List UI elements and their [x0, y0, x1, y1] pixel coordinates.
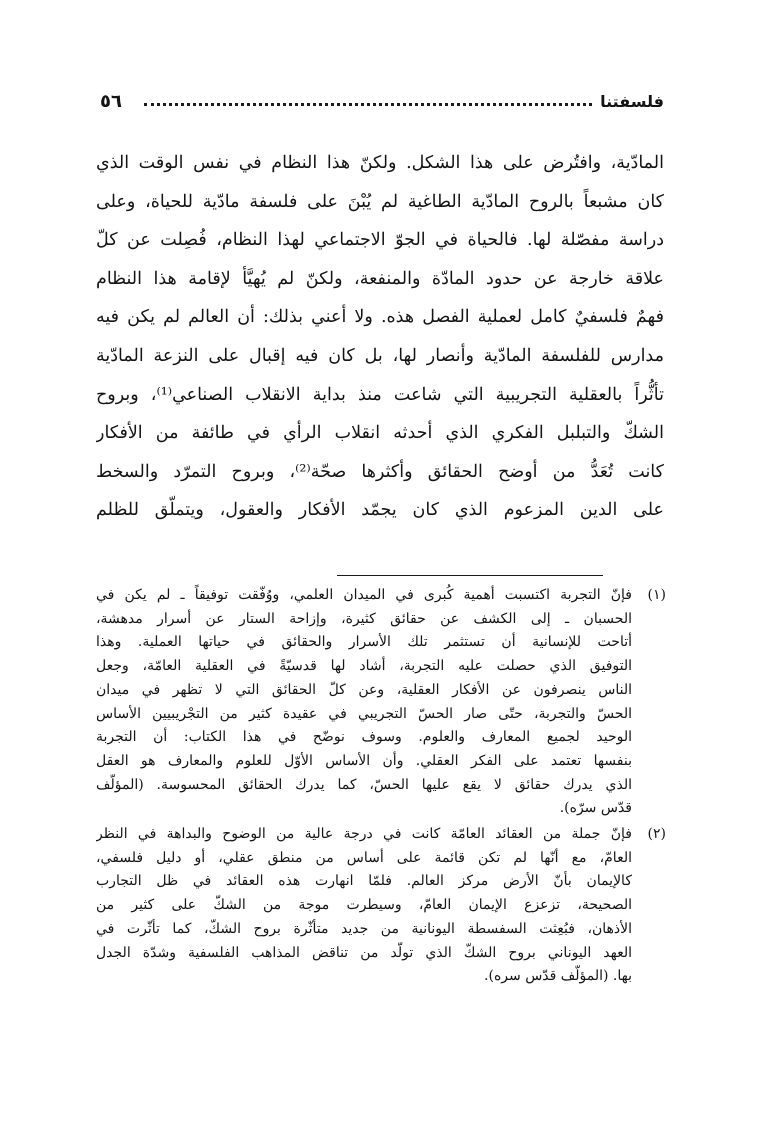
text-line: دراسة مفصّلة لها. فالحياة في الجوّ الاجتماعي لهذا النظام، فُصِلت عن كلّ — [96, 230, 664, 251]
running-title: فلسفتنا — [600, 91, 664, 111]
footnote-line: فإنّ جملة من العقائد العامّة كانت في درجة عالية من الوضوح والبداهة في النظر — [96, 826, 632, 843]
footnote-line: الذي يدرك حقائق لا يقع عليها الحسّ، كما يدرك الحقائق المحسوسة. (المؤلّف — [96, 776, 632, 793]
footnote-1 — [96, 584, 666, 821]
text-line: فهمٌ فلسفيٌ كامل لعملية الفصل هذه. ولا أعني بذلك: أن العالم لم يكن فيه — [96, 307, 664, 328]
footnote-line: العامّ، مع أنّها لم تكن قائمة على أساس من منطق عقلي، أو دليل فلسفي، — [96, 849, 632, 866]
footnote-line: بها. (المؤلّف قدّس سره). — [484, 968, 632, 985]
footnote-line: فإنّ التجربة اكتسبت أهمية كُبرى في الميدان العلمي، ووُفّقت توفيقاً ـ لم يكن في — [96, 587, 632, 603]
text-line: كان مشبعاً بالروح المادّية الطاغية لم يُبْنَ على فلسفة مادّية للحياة، وعلى — [96, 191, 664, 212]
footnote-divider — [337, 575, 603, 576]
page-number: ٥٦ — [100, 90, 122, 112]
text-line: كانت تُعَدُّ من أوضح الحقائق وأكثرها صحّة⁽²⁾، وبروح التمرّد والسخط — [96, 461, 664, 482]
footnote-line: الأذهان، فبُعِثت السفسطة اليونانية من جديد متأثّرة بروح الشكّ، كما تأثّرت في — [96, 920, 632, 937]
footnote-line: الحسبان ـ إلى الكشف عن حقائق كثيرة، وإزاحة الستار عن أسرار مدهشة، — [96, 610, 632, 627]
text-line: الشكّ والتبلبل الفكري الذي أحدثه انقلاب الرأي في طائفة من الأفكار — [96, 423, 664, 444]
footnote-line: الناس ينصرفون عن الأفكار العقلية، وعن كلّ الحقائق التي لا تظهر في ميدان — [96, 681, 632, 698]
footnote-line: التوفيق الذي حصلت عليه التجربة، أشاد لها قدسيّةً في العقلية العامّة، وجعل — [96, 658, 632, 675]
footnote-line: الوحيد لجميع المعارف والعلوم. وسوف نوضّح في هذا الكتاب: أن التجربة — [96, 729, 632, 746]
text-line: علاقة خارجة عن حدود المادّة والمنفعة، ولكنّ لم يُهيَّأ لإقامة هذا النظام — [96, 268, 664, 289]
footnotes — [96, 584, 666, 991]
text-line: على الدين المزعوم الذي كان يجمّد الأفكار والعقول، ويتملّق للظلم — [96, 500, 664, 521]
text-line: مدارس للفلسفة المادّية وأنصار لها، بل كان فيه إقبال على النزعة المادّية — [96, 345, 664, 366]
text-line: تأثُّراً بالعقلية التجريبية التي شاعت منذ بداية الانقلاب الصناعي⁽¹⁾، وبروح — [96, 384, 664, 405]
footnote-number: (٢) — [647, 826, 666, 843]
footnote-line: كالإيمان بأنّ الأرض مركز العالم. فلمّا انهارت هذه العقائد في ظل التجارب — [96, 873, 632, 890]
page-header — [100, 84, 664, 118]
footnote-line: الحسّ والتجربة، حتّى صار الحسّ التجريبي في عقيدة كثير من التجْريبيين الأساس — [96, 705, 632, 722]
main-text — [96, 144, 664, 530]
header-dot-leader — [144, 103, 592, 106]
text-line: المادّية، وافتُرض على هذا الشكل. ولكنّ هذا النظام في نفس الوقت الذي — [96, 153, 664, 173]
footnote-number: (١) — [647, 587, 666, 603]
footnote-2 — [96, 823, 666, 989]
footnote-body — [96, 823, 632, 989]
footnote-line: بنفسها تعتمد على الفكر العقلي. وأن الأساس الأوّل للعلوم والمعارف هو العقل — [96, 752, 632, 769]
footnote-line: أتاحت للإنسانية أن تستثمر تلك الأسرار والحقائق في حياتها العملية. وهذا — [96, 634, 632, 651]
footnote-body — [96, 584, 632, 821]
footnote-line: الصحيحة، تزعزع الإيمان العامّ، وسيطرت موجة من الشكّ على كثير من — [96, 897, 632, 914]
footnote-line: العهد اليوناني بروح الشكّ الذي تولّد من تناقض المذاهب الفلسفية وشدّة الجدل — [96, 944, 632, 961]
footnote-line: قدّس سرّه). — [559, 800, 632, 817]
